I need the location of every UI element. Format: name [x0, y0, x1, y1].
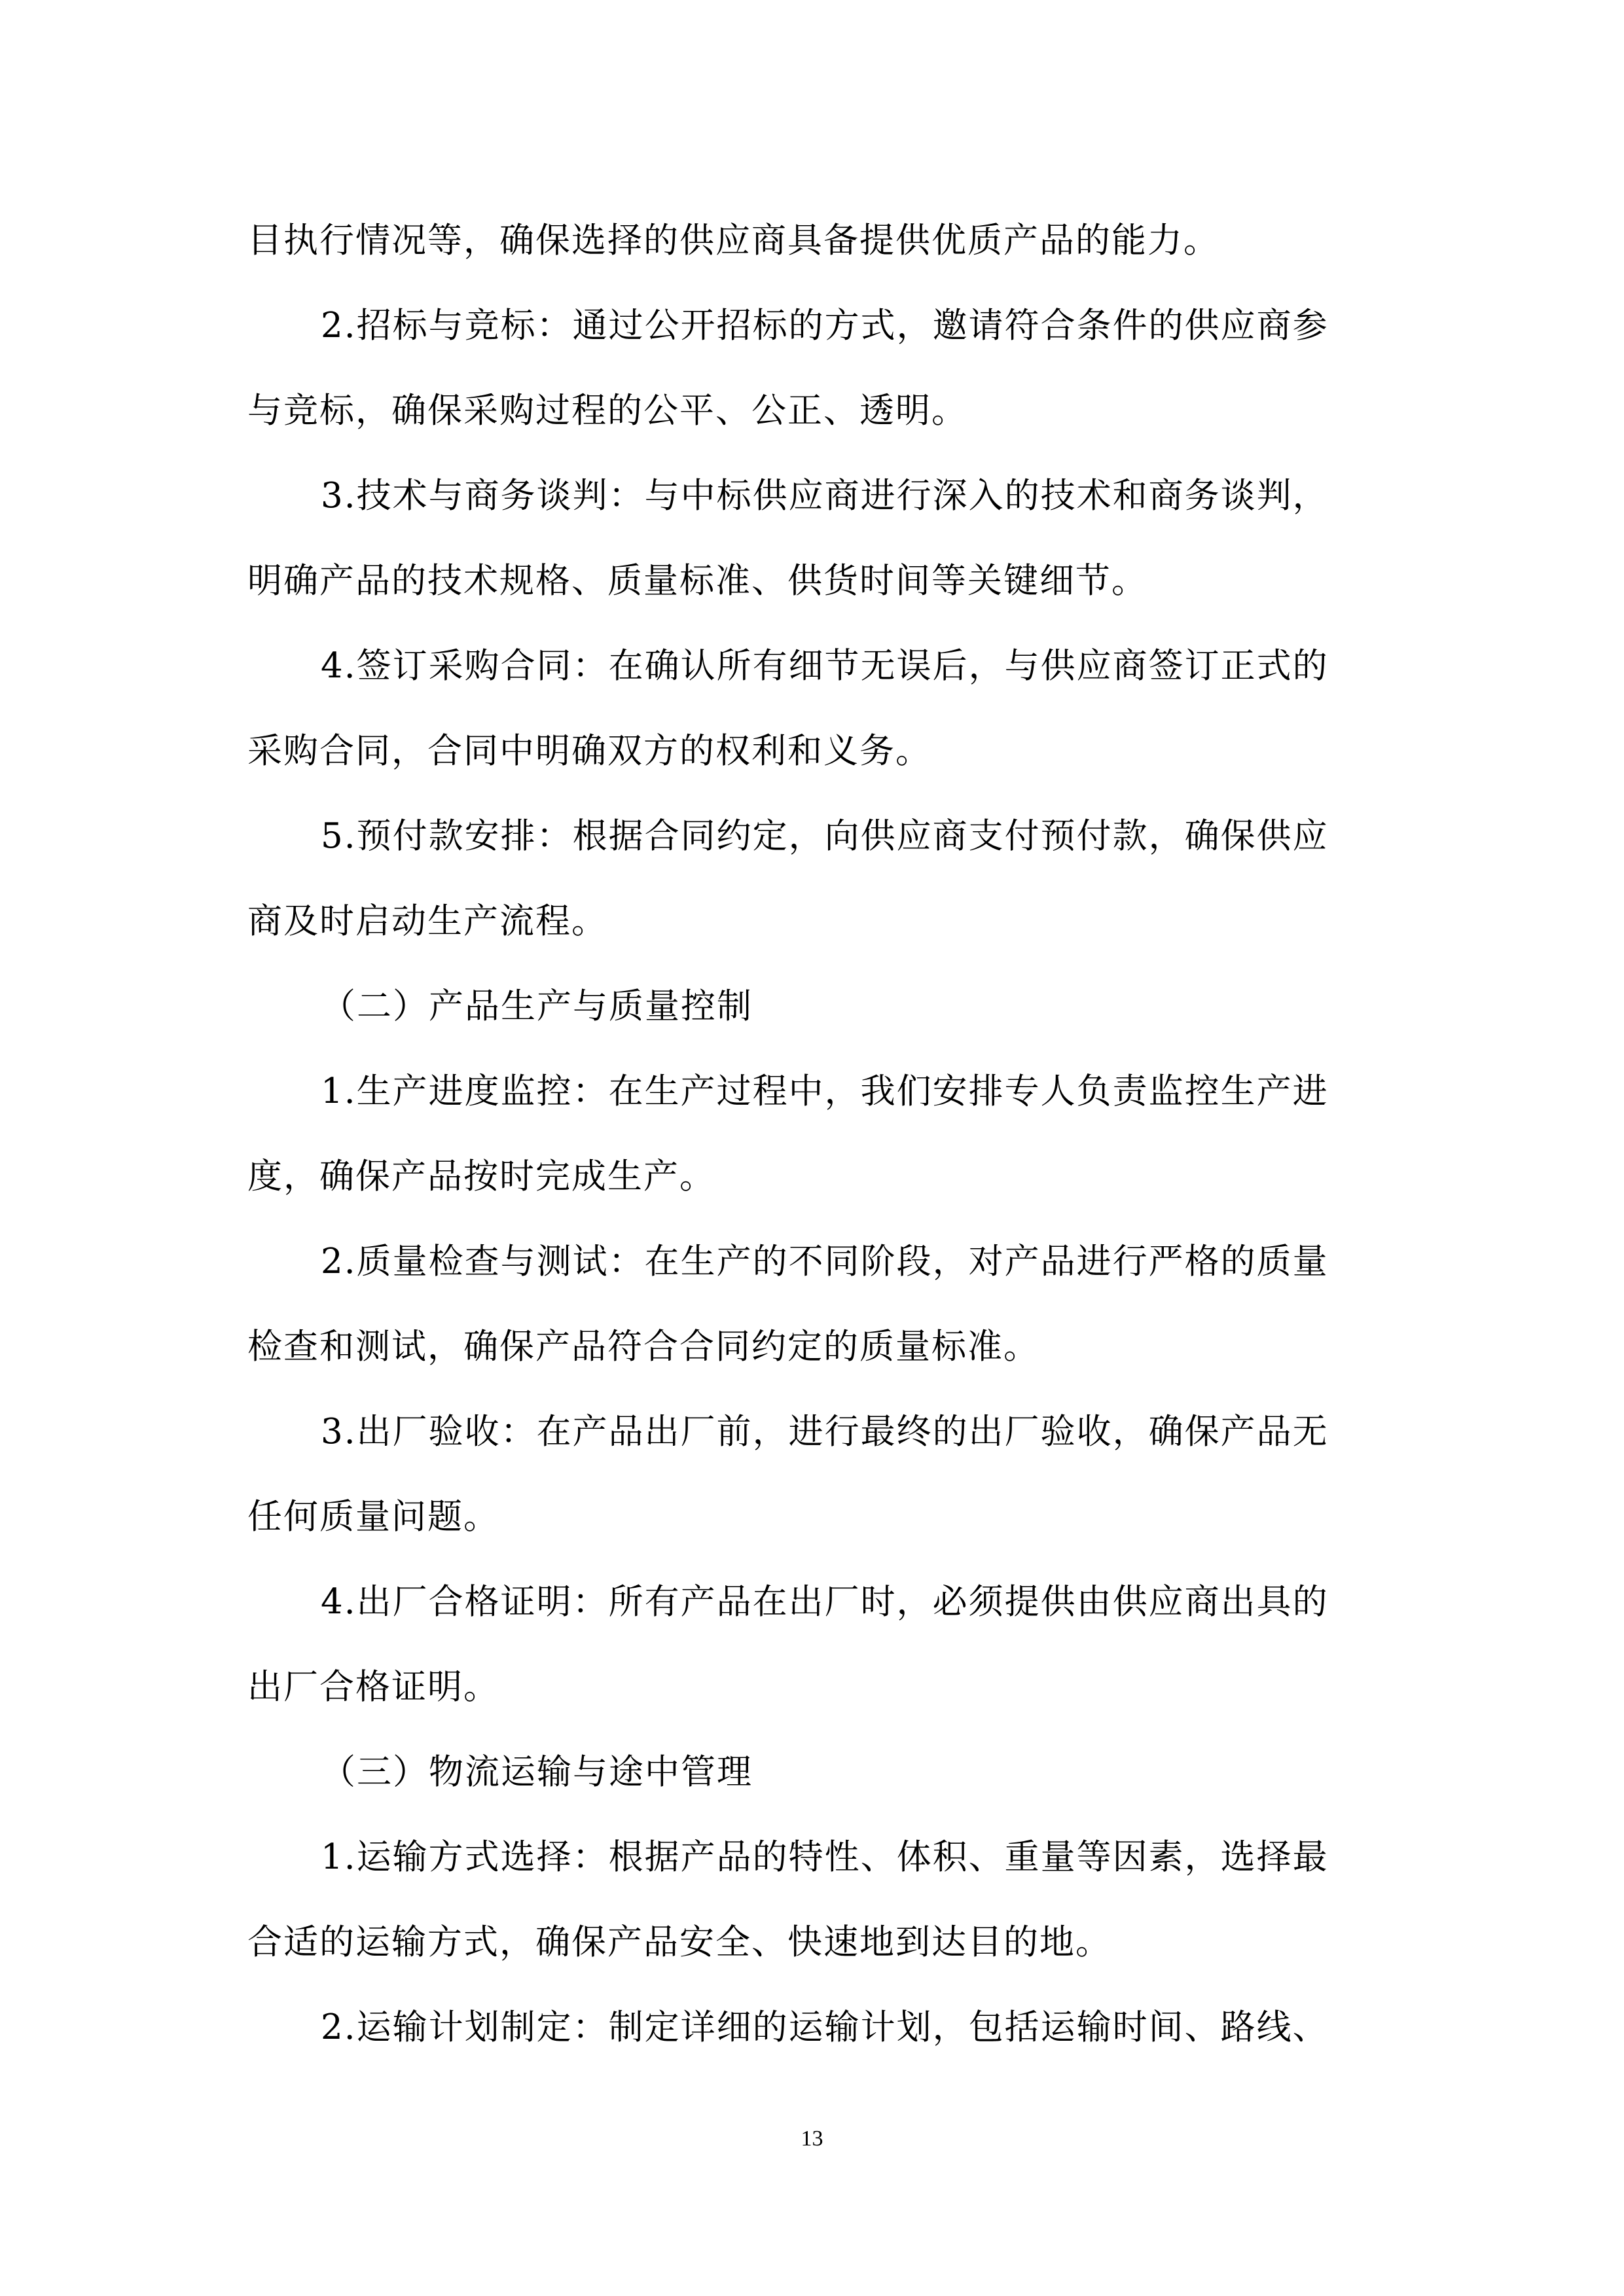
- paragraph-3-line-1: 3.技术与商务谈判：与中标供应商进行深入的技术和商务谈判，: [321, 476, 1329, 516]
- paragraph-5-line-2: 商及时启动生产流程。: [247, 901, 607, 941]
- paragraph-1-line-1: 目执行情况等，确保选择的供应商具备提供优质产品的能力。: [247, 221, 1219, 260]
- paragraph-5-line-1: 5.预付款安排：根据合同约定，向供应商支付预付款，确保供应: [321, 816, 1329, 856]
- paragraph-10-line-1: 4.出厂合格证明：所有产品在出厂时，必须提供由供应商出具的: [321, 1582, 1329, 1622]
- paragraph-9-line-2: 任何质量问题。: [247, 1497, 499, 1537]
- paragraph-7-line-2: 度，确保产品按时完成生产。: [247, 1157, 715, 1196]
- paragraph-12-line-1: 1.运输方式选择：根据产品的特性、体积、重量等因素，选择最: [321, 1837, 1329, 1877]
- section-heading-2: （二）产品生产与质量控制: [321, 986, 753, 1026]
- paragraph-4-line-2: 采购合同，合同中明确双方的权利和义务。: [247, 731, 931, 771]
- paragraph-4-line-1: 4.签订采购合同：在确认所有细节无误后，与供应商签订正式的: [321, 646, 1329, 686]
- paragraph-9-line-1: 3.出厂验收：在产品出厂前，进行最终的出厂验收，确保产品无: [321, 1412, 1329, 1452]
- page-number: 13: [801, 2126, 823, 2151]
- paragraph-12-line-2: 合适的运输方式，确保产品安全、快速地到达目的地。: [247, 1922, 1111, 1962]
- paragraph-8-line-1: 2.质量检查与测试：在生产的不同阶段，对产品进行严格的质量: [321, 1242, 1329, 1282]
- paragraph-2-line-2: 与竞标，确保采购过程的公平、公正、透明。: [247, 391, 967, 431]
- paragraph-7-line-1: 1.生产进度监控：在生产过程中，我们安排专人负责监控生产进: [321, 1071, 1329, 1111]
- paragraph-8-line-2: 检查和测试，确保产品符合合同约定的质量标准。: [247, 1327, 1039, 1367]
- paragraph-13-line-1: 2.运输计划制定：制定详细的运输计划，包括运输时间、路线、: [321, 2007, 1329, 2047]
- paragraph-3-line-2: 明确产品的技术规格、质量标准、供货时间等关键细节。: [247, 561, 1147, 601]
- paragraph-2-line-1: 2.招标与竞标：通过公开招标的方式，邀请符合条件的供应商参: [321, 306, 1329, 346]
- section-heading-3: （三）物流运输与途中管理: [321, 1752, 753, 1792]
- paragraph-10-line-2: 出厂合格证明。: [247, 1667, 499, 1707]
